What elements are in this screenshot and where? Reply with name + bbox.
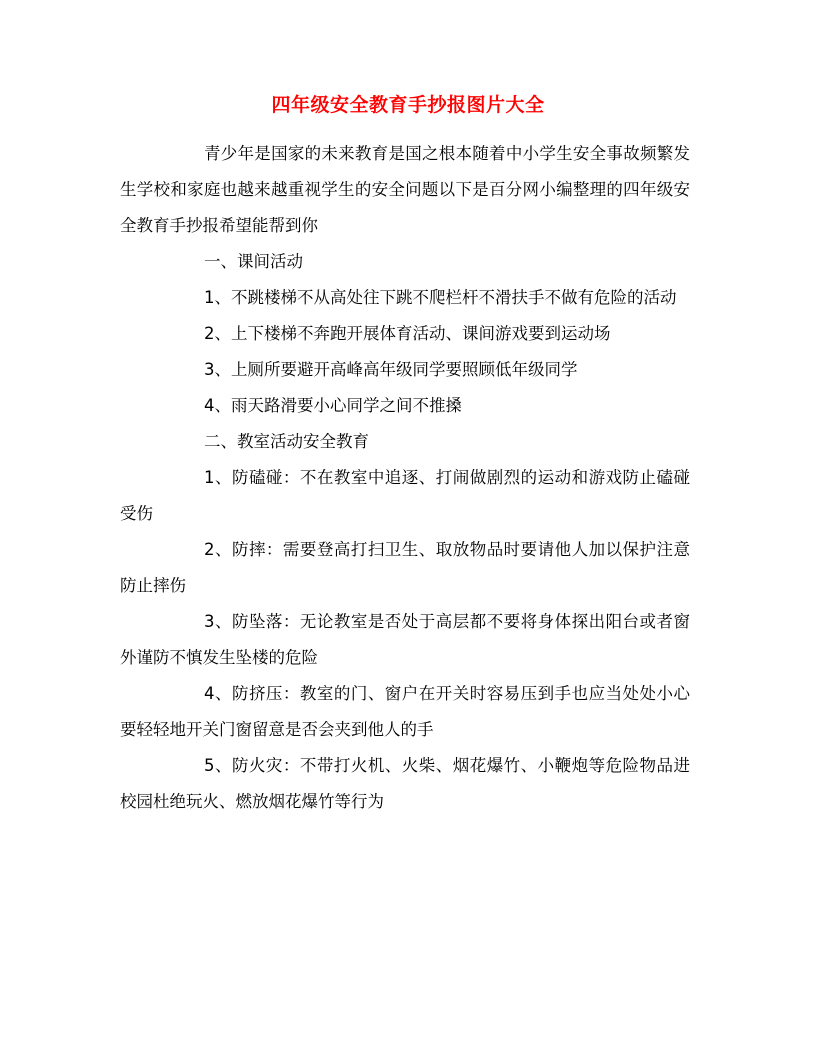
classroom-rule-3: 3、防坠落：无论教室是否处于高层都不要将身体探出阳台或者窗外谨防不慎发生坠楼的危险	[120, 612, 690, 667]
section-heading-classroom: 二、教室活动安全教育	[204, 432, 369, 451]
classroom-rule-5: 5、防火灾：不带打火机、火柴、烟花爆竹、小鞭炮等危险物品进校园杜绝玩火、燃放烟花爆竹等行为	[120, 756, 690, 811]
recess-rule-4: 4、雨天路滑要小心同学之间不推搡	[204, 396, 462, 415]
document-title: 四年级安全教育手抄报图片大全	[271, 94, 545, 116]
classroom-rule-4: 4、防挤压：教室的门、窗户在开关时容易压到手也应当处处小心要轻轻地开关门窗留意是否会夹到他人的手	[120, 684, 690, 739]
document-body	[120, 136, 690, 820]
classroom-rule-2: 2、防摔：需要登高打扫卫生、取放物品时要请他人加以保护注意防止摔伤	[120, 540, 690, 595]
recess-rule-2: 2、上下楼梯不奔跑开展体育活动、课间游戏要到运动场	[204, 324, 611, 343]
intro-paragraph: 青少年是国家的未来教育是国之根本随着中小学生安全事故频繁发生学校和家庭也越来越重视学生的安全问题以下是百分网小编整理的四年级安全教育手抄报希望能帮到你	[120, 144, 690, 235]
recess-rule-1: 1、不跳楼梯不从高处往下跳不爬栏杆不滑扶手不做有危险的活动	[204, 288, 677, 307]
classroom-rule-1: 1、防磕碰：不在教室中追逐、打闹做剧烈的运动和游戏防止磕碰受伤	[120, 468, 690, 523]
recess-rule-3: 3、上厕所要避开高峰高年级同学要照顾低年级同学	[204, 360, 578, 379]
section-heading-recess: 一、课间活动	[204, 252, 303, 271]
